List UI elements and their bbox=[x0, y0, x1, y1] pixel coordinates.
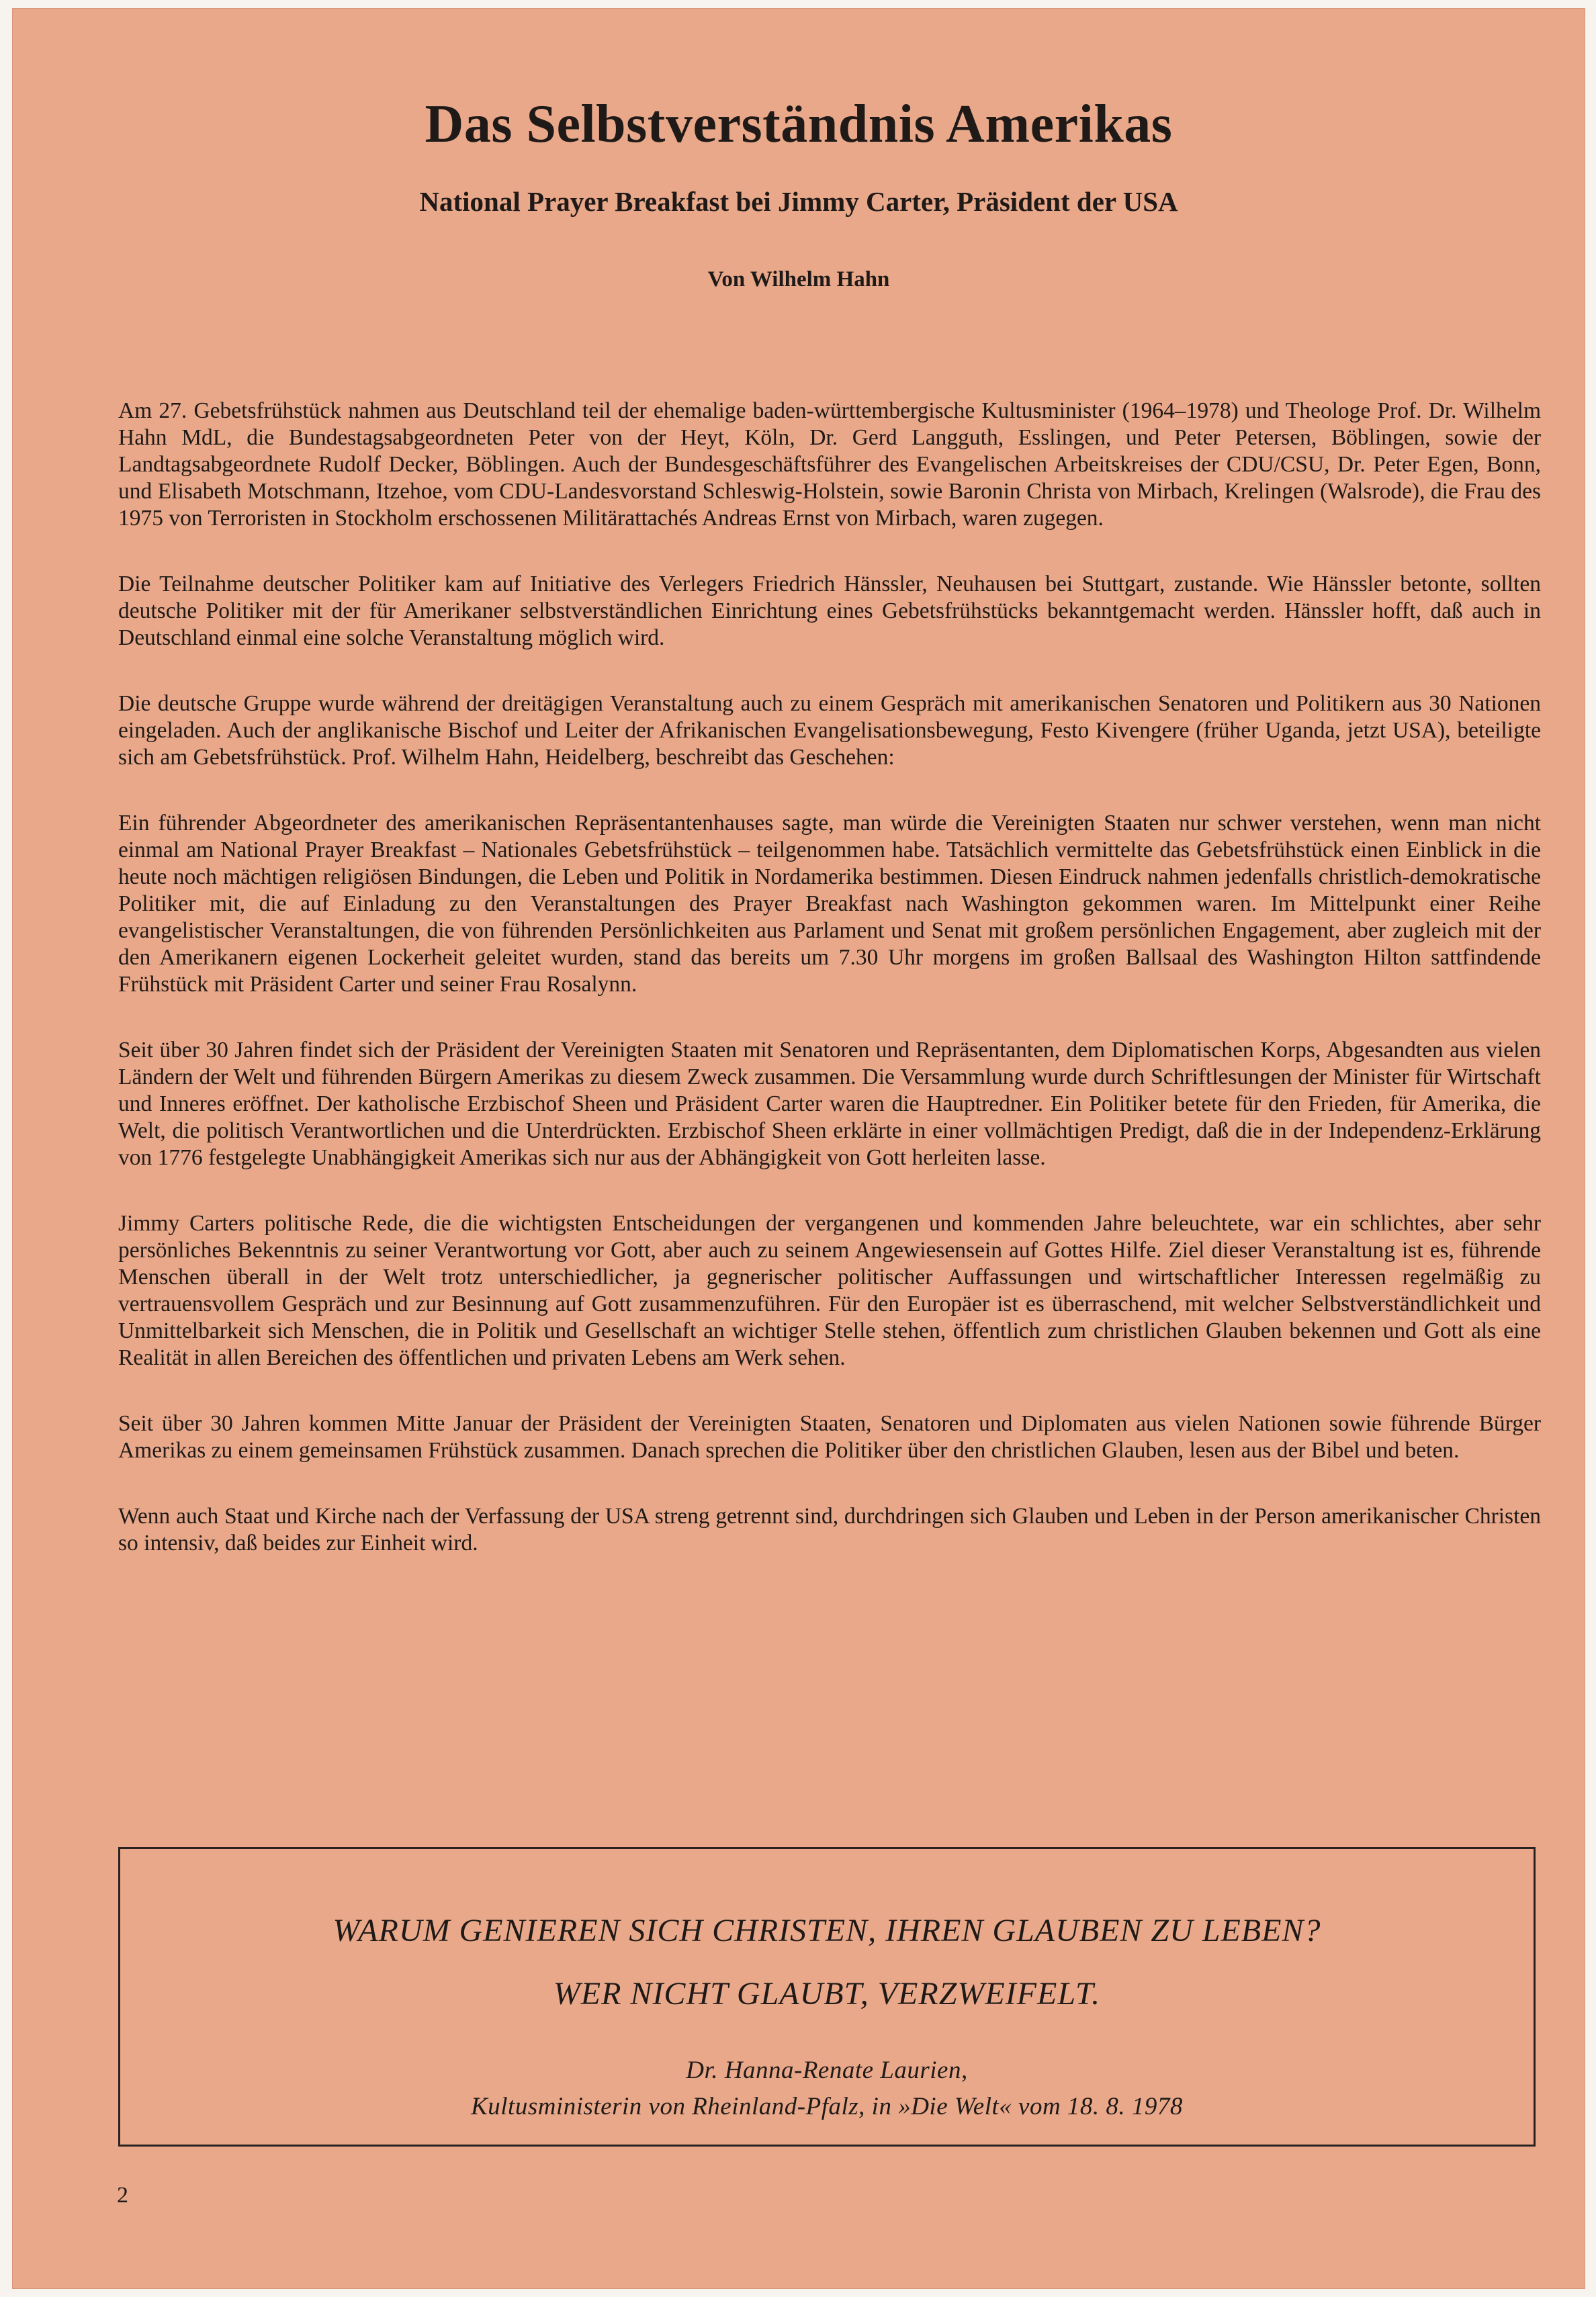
quote-attribution-source: Kultusministerin von Rheinland-Pfalz, in »Die Welt« vom 18. 8. 1978 bbox=[471, 2093, 1183, 2120]
article-body bbox=[118, 398, 1541, 1596]
quote-line-1: WARUM GENIEREN SICH CHRISTEN, IHREN GLAUBEN ZU LEBEN? bbox=[332, 1913, 1321, 1948]
quote-attribution-name: Dr. Hanna-Renate Laurien, bbox=[686, 2057, 968, 2084]
author-byline: Von Wilhelm Hahn bbox=[707, 267, 890, 291]
paragraph-2: Die Teilnahme deutscher Politiker kam auf Initiative des Verlegers Friedrich Hänssler, Neuhausen bei Stuttgart, zustande. Wie Hänssler betonte, sollten deutsche Politiker mit der für Amerikaner selbstverständlichen Einrichtung eines Gebetsfrühstücks bekanntgemacht werden. Hänssler hofft, daß auch in Deutschland einmal eine solche Veranstaltung möglich wird. bbox=[118, 572, 1541, 650]
page-subtitle: National Prayer Breakfast bei Jimmy Carter, Präsident der USA bbox=[419, 186, 1178, 217]
document-page bbox=[12, 8, 1585, 2289]
quote-line-2: WER NICHT GLAUBT, VERZWEIFELT. bbox=[553, 1976, 1101, 2012]
paragraph-3: Die deutsche Gruppe wurde während der dreitägigen Veranstaltung auch zu einem Gespräch mit amerikanischen Senatoren und Politikern aus 30 Nationen eingeladen. Auch der anglikanische Bischof und Leiter der Afrikanischen Evangelisationsbewegung, Festo Kivengere (früher Uganda, jetzt USA), beteiligte sich am Gebetsfrühstück. Prof. Wilhelm Hahn, Heidelberg, beschreibt das Geschehen: bbox=[118, 691, 1541, 770]
quote-box bbox=[118, 1847, 1536, 2147]
page-number: 2 bbox=[117, 2183, 128, 2208]
page-title: Das Selbstverständnis Amerikas bbox=[425, 95, 1173, 154]
paragraph-7: Seit über 30 Jahren kommen Mitte Januar der Präsident der Vereinigten Staaten, Senatoren und Diplomaten aus vielen Nationen sowie führende Bürger Amerikas zu einem gemeinsamen Frühstück zusammen. Danach sprechen die Politiker über den christlichen Glauben, lesen aus der Bibel und beten. bbox=[118, 1411, 1541, 1463]
paragraph-5: Seit über 30 Jahren findet sich der Präsident der Vereinigten Staaten mit Senatoren und Repräsentanten, dem Diplomatischen Korps, Abgesandten aus vielen Ländern der Welt und führenden Bürgern Amerikas zu diesem Zweck zusammen. Die Versammlung wurde durch Schriftlesungen der Minister für Wirtschaft und Inneres eröffnet. Der katholische Erzbischof Sheen und Präsident Carter waren die Hauptredner. Ein Politiker betete für den Frieden, für Amerika, die Welt, die politisch Verantwortlichen und die Unterdrückten. Erzbischof Sheen erklärte in einer vollmächtigen Predigt, daß die in der Independenz-Erklärung von 1776 festgelegte Unabhängigkeit Amerikas sich nur aus der Abhängigkeit von Gott herleiten lasse. bbox=[118, 1038, 1541, 1170]
paragraph-4: Ein führender Abgeordneter des amerikanischen Repräsentantenhauses sagte, man würde die Vereinigten Staaten nur schwer verstehen, wenn man nicht einmal am National Prayer Breakfast – Nationales Gebetsfrühstück – teilgenommen habe. Tatsächlich vermittelte das Gebetsfrühstück einen Einblick in die heute noch mächtigen religiösen Bindungen, die Leben und Politik in Nordamerika bestimmen. Diesen Eindruck nahmen jedenfalls christlich-demokratische Politiker mit, die auf Einladung zu den Veranstaltungen des Prayer Breakfast nach Washington gekommen waren. Im Mittelpunkt einer Reihe evangelistischer Veranstaltungen, die von führenden Persönlichkeiten aus Parlament und Senat mit großem persönlichen Engagement, aber zugleich mit der den Amerikanern eigenen Lockerheit geleitet wurden, stand das bereits um 7.30 Uhr morgens im großen Ballsaal des Washington Hilton sattfindende Frühstück mit Präsident Carter und seiner Frau Rosalynn. bbox=[118, 811, 1541, 997]
paragraph-1: Am 27. Gebetsfrühstück nahmen aus Deutschland teil der ehemalige baden-württembergische Kultusminister (1964–1978) und Theologe Prof. Dr. Wilhelm Hahn MdL, die Bundestagsabgeordneten Peter von der Heyt, Köln, Dr. Gerd Langguth, Esslingen, und Peter Petersen, Böblingen, sowie der Landtagsabgeordnete Rudolf Decker, Böblingen. Auch der Bundesgeschäftsführer des Evangelischen Arbeitskreises der CDU/CSU, Dr. Peter Egen, Bonn, und Elisabeth Motschmann, Itzehoe, vom CDU-Landesvorstand Schleswig-Holstein, sowie Baronin Christa von Mirbach, Krelingen (Walsrode), die Frau des 1975 von Terroristen in Stockholm erschossenen Militärattachés Andreas Ernst von Mirbach, waren zugegen. bbox=[118, 398, 1541, 531]
paragraph-8: Wenn auch Staat und Kirche nach der Verfassung der USA streng getrennt sind, durchdringen sich Glauben und Leben in der Person amerikanischer Christen so intensiv, daß beides zur Einheit wird. bbox=[118, 1504, 1541, 1556]
paragraph-6: Jimmy Carters politische Rede, die die wichtigsten Entscheidungen der vergangenen und kommenden Jahre beleuchtete, war ein schlichtes, aber sehr persönliches Bekenntnis zu seiner Verantwortung vor Gott, aber auch zu seinem Angewiesensein auf Gottes Hilfe. Ziel dieser Veranstaltung ist es, führende Menschen überall in der Welt trotz unterschiedlicher, ja gegnerischer politischer Auffassungen und wirtschaftlicher Interessen regelmäßig zu vertrauensvollem Gespräch und zur Besinnung auf Gott zusammenzuführen. Für den Europäer ist es überraschend, mit welcher Selbstverständlichkeit und Unmittelbarkeit sich Menschen, die in Politik und Gesellschaft an wichtiger Stelle stehen, öffentlich zum christlichen Glauben bekennen und Gott als eine Realität in allen Bereichen des öffentlichen und privaten Lebens am Werk sehen. bbox=[118, 1211, 1541, 1370]
